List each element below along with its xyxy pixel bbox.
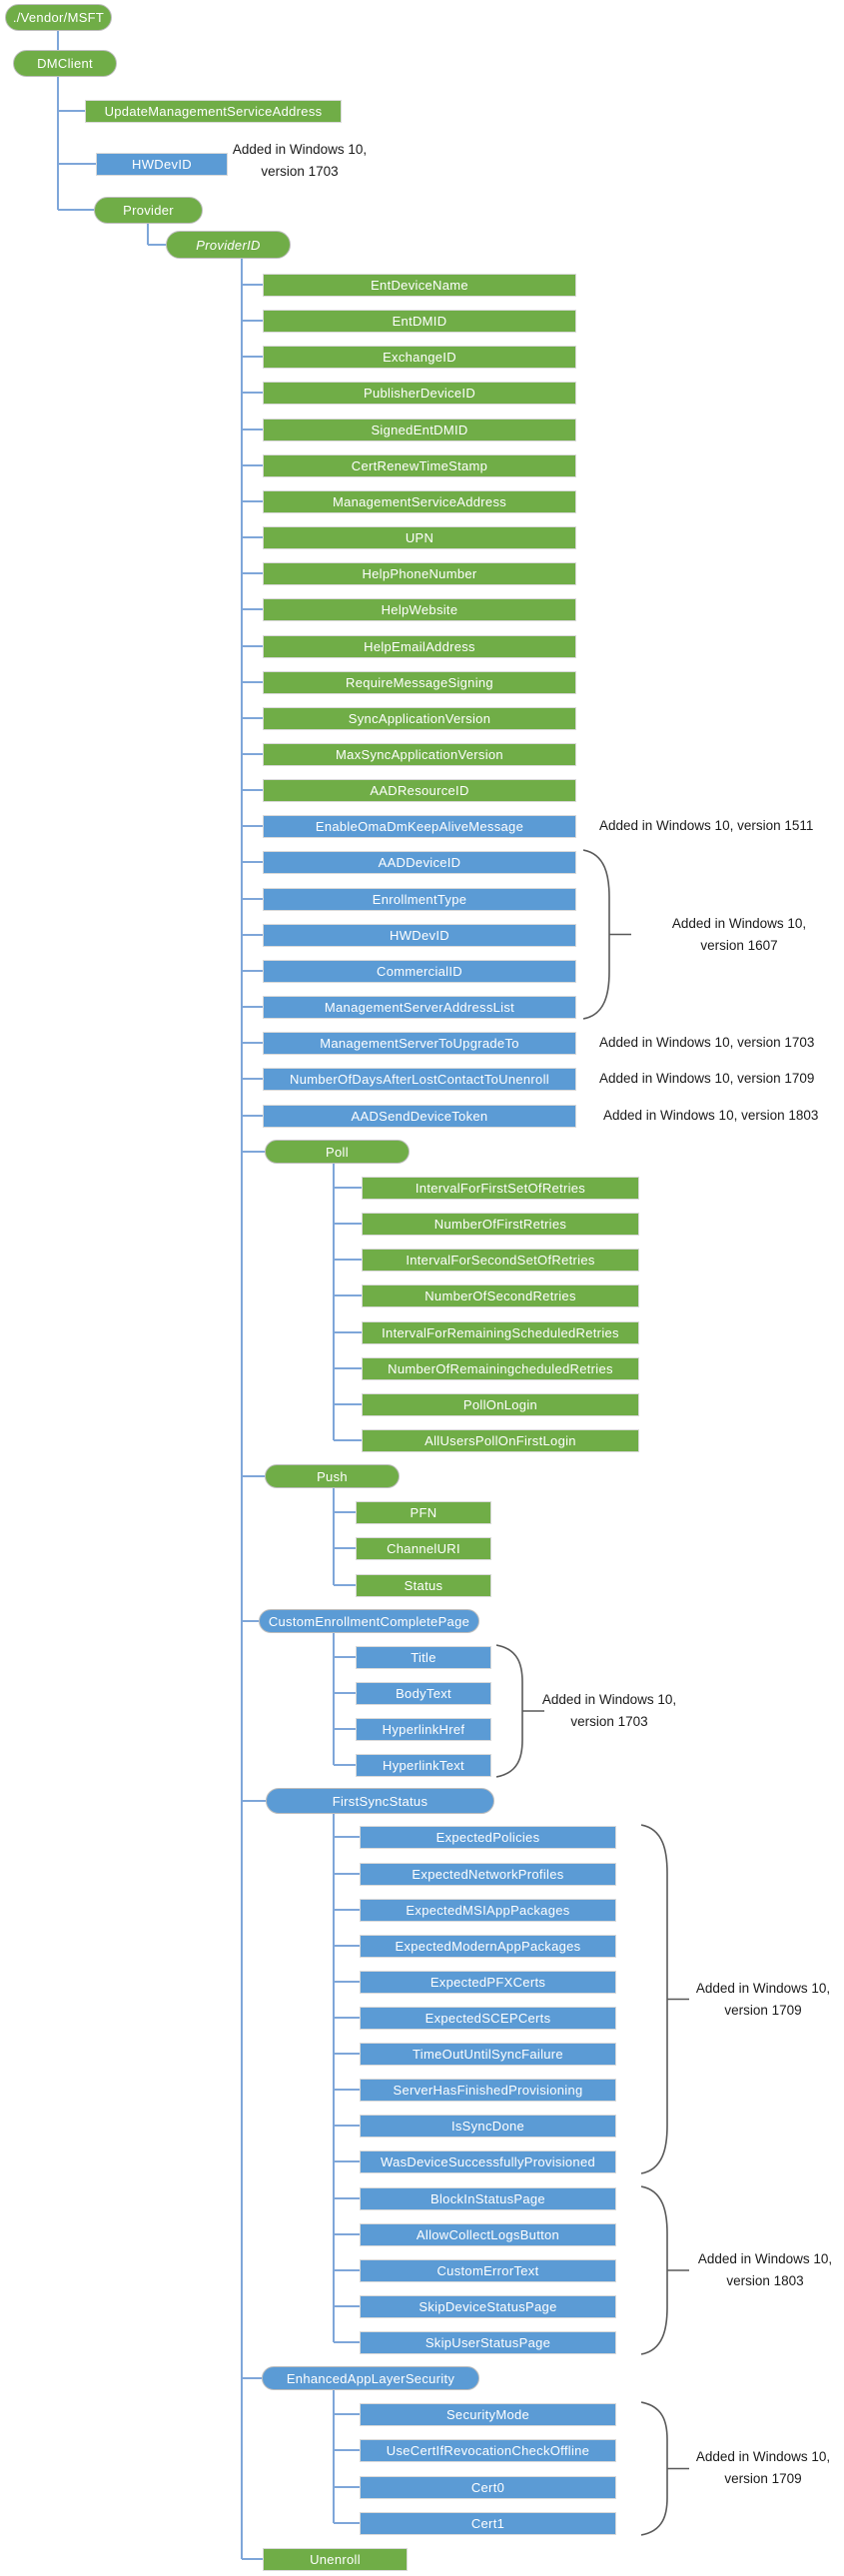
- annotation-line: Added in Windows 10, version 1709: [599, 1071, 815, 1086]
- branch-line: [334, 1873, 362, 1875]
- csp-node-expectedmodernapppackages: ExpectedModernAppPackages: [360, 1935, 616, 1958]
- csp-node-requiremessagesigning: RequireMessageSigning: [263, 671, 576, 694]
- branch-line: [334, 1692, 358, 1694]
- csp-node-numberofremainingcheduledretries: NumberOfRemainingcheduledRetries: [362, 1357, 639, 1380]
- annotation-line: Added in Windows 10, version 1803: [603, 1108, 819, 1123]
- branch-line: [242, 320, 265, 322]
- csp-node-unenroll: Unenroll: [263, 2548, 408, 2571]
- csp-node-expectednetworkprofiles: ExpectedNetworkProfiles: [360, 1863, 616, 1886]
- branch-line: [242, 681, 265, 683]
- branch-line: [334, 1403, 364, 1405]
- branch-line: [334, 2486, 362, 2488]
- branch-line: [334, 1331, 364, 1333]
- branch-line: [334, 1945, 362, 1947]
- annotation-line: version 1703: [261, 164, 339, 179]
- branch-line: [242, 608, 265, 610]
- branch-line: [334, 1656, 358, 1658]
- csp-node-upn: UPN: [263, 526, 576, 549]
- csp-node-enableomadmkeepalivemessage: EnableOmaDmKeepAliveMessage: [263, 815, 576, 838]
- annotation-line: version 1803: [726, 2273, 804, 2288]
- brace-annotation: [672, 913, 806, 957]
- csp-node-numberofsecondretries: NumberOfSecondRetries: [362, 1285, 639, 1307]
- csp-node-intervalforfirstsetofretries: IntervalForFirstSetOfRetries: [362, 1177, 639, 1200]
- annotation-line: version 1607: [700, 938, 778, 953]
- branch-line: [334, 1511, 358, 1513]
- csp-node-certrenewtimestamp: CertRenewTimeStamp: [263, 454, 576, 477]
- csp-node-numberoffirstretries: NumberOfFirstRetries: [362, 1213, 639, 1236]
- csp-node-cert1: Cert1: [360, 2512, 616, 2535]
- group-brace: [641, 1824, 691, 2174]
- csp-node-expectedpolicies: ExpectedPolicies: [360, 1826, 616, 1849]
- branch-line: [334, 1439, 364, 1441]
- branch-line: [242, 789, 265, 791]
- version-annotation: [599, 1068, 814, 1090]
- brace-annotation: [696, 2446, 830, 2490]
- branch-line: [334, 2269, 362, 2271]
- csp-node-customerrortext: CustomErrorText: [360, 2259, 616, 2282]
- annotation-line: version 1709: [724, 2471, 802, 2486]
- branch-line: [242, 1115, 265, 1117]
- csp-node-hwdevid: HWDevID: [263, 924, 576, 947]
- trunk-line: [241, 250, 243, 2559]
- branch-line: [334, 1294, 364, 1296]
- branch-line: [242, 1475, 267, 1477]
- branch-line: [334, 1836, 362, 1838]
- branch-line: [242, 970, 265, 972]
- csp-node-enhancedapplayersecurity: EnhancedAppLayerSecurity: [262, 2366, 479, 2390]
- branch-line: [334, 1367, 364, 1369]
- annotation-line: version 1709: [724, 2003, 802, 2018]
- branch-line: [334, 1547, 358, 1549]
- branch-line: [242, 717, 265, 719]
- branch-line: [242, 500, 265, 502]
- annotation-line: Added in Windows 10,: [695, 2449, 831, 2464]
- csp-node-issyncdone: IsSyncDone: [360, 2115, 616, 2138]
- trunk-line: [333, 1159, 335, 1440]
- csp-node-managementservertoupgradeto: ManagementServerToUpgradeTo: [263, 1032, 576, 1055]
- csp-node-exchangeid: ExchangeID: [263, 346, 576, 369]
- version-annotation: [233, 139, 367, 183]
- csp-node-signedentdmid: SignedEntDMID: [263, 419, 576, 441]
- trunk-line: [333, 1808, 335, 2342]
- csp-node-push: Push: [265, 1464, 400, 1488]
- csp-node-cert0: Cert0: [360, 2476, 616, 2499]
- csp-node-numberofdaysafterlostcontacttounenroll: NumberOfDaysAfterLostContactToUnenroll: [263, 1068, 576, 1091]
- branch-line: [242, 825, 265, 827]
- group-brace: [641, 2401, 691, 2536]
- branch-line: [242, 898, 265, 900]
- csp-node-timeoutuntilsyncfailure: TimeOutUntilSyncFailure: [360, 2043, 616, 2066]
- version-annotation: [599, 815, 813, 837]
- branch-line: [242, 464, 265, 466]
- csp-node-vendor-msft: ./Vendor/MSFT: [5, 4, 112, 31]
- trunk-line: [147, 223, 149, 245]
- csp-node-maxsyncapplicationversion: MaxSyncApplicationVersion: [263, 743, 576, 766]
- branch-line: [334, 2413, 362, 2415]
- branch-line: [242, 1151, 267, 1153]
- branch-line: [242, 572, 265, 574]
- csp-node-expectedmsiapppackages: ExpectedMSIAppPackages: [360, 1899, 616, 1922]
- branch-line: [242, 284, 265, 286]
- annotation-line: Added in Windows 10, version 1511: [599, 818, 814, 833]
- csp-node-managementserveraddresslist: ManagementServerAddressList: [263, 996, 576, 1019]
- branch-line: [242, 2558, 265, 2560]
- csp-node-allowcollectlogsbutton: AllowCollectLogsButton: [360, 2223, 616, 2246]
- csp-node-poll: Poll: [265, 1140, 410, 1164]
- group-brace: [641, 2185, 691, 2355]
- group-brace: [496, 1644, 546, 1778]
- csp-node-updatemanagementserviceaddress: UpdateManagementServiceAddress: [85, 100, 342, 123]
- csp-node-skipuserstatuspage: SkipUserStatusPage: [360, 2331, 616, 2354]
- annotation-line: Added in Windows 10,: [697, 2251, 833, 2266]
- csp-node-expectedscepcerts: ExpectedSCEPCerts: [360, 2007, 616, 2030]
- csp-node-hwdevid: HWDevID: [96, 153, 228, 176]
- branch-line: [334, 2125, 362, 2127]
- branch-line: [242, 356, 265, 358]
- branch-line: [242, 1042, 265, 1044]
- branch-line: [58, 110, 87, 112]
- csp-node-firstsyncstatus: FirstSyncStatus: [266, 1788, 494, 1814]
- annotation-line: Added in Windows 10,: [232, 142, 368, 157]
- branch-line: [58, 209, 96, 211]
- annotation-line: Added in Windows 10,: [541, 1692, 677, 1707]
- csp-node-pollonlogin: PollOnLogin: [362, 1393, 639, 1416]
- annotation-line: Added in Windows 10,: [695, 1981, 831, 1996]
- csp-node-alluserspollonfirstlogin: AllUsersPollOnFirstLogin: [362, 1429, 639, 1452]
- csp-node-managementserviceaddress: ManagementServiceAddress: [263, 490, 576, 513]
- csp-node-publisherdeviceid: PublisherDeviceID: [263, 382, 576, 405]
- csp-node-entdmid: EntDMID: [263, 310, 576, 333]
- branch-line: [334, 2053, 362, 2055]
- branch-line: [242, 392, 265, 394]
- branch-line: [334, 1981, 362, 1983]
- branch-line: [334, 2522, 362, 2524]
- branch-line: [242, 645, 265, 647]
- branch-line: [334, 1187, 364, 1189]
- csp-node-customenrollmentcompletepage: CustomEnrollmentCompletePage: [259, 1609, 479, 1633]
- csp-node-provider: Provider: [94, 197, 203, 224]
- branch-line: [334, 2017, 362, 2019]
- branch-line: [242, 1006, 265, 1008]
- csp-node-channeluri: ChannelURI: [356, 1537, 491, 1560]
- csp-node-securitymode: SecurityMode: [360, 2403, 616, 2426]
- annotation-line: Added in Windows 10,: [671, 916, 807, 931]
- brace-annotation: [698, 2248, 832, 2292]
- csp-node-wasdevicesuccessfullyprovisioned: WasDeviceSuccessfullyProvisioned: [360, 2150, 616, 2173]
- branch-line: [334, 1764, 358, 1766]
- branch-line: [148, 244, 168, 246]
- group-brace: [583, 849, 633, 1020]
- version-annotation: [603, 1105, 818, 1127]
- csp-node-bodytext: BodyText: [356, 1682, 491, 1705]
- csp-node-helpphonenumber: HelpPhoneNumber: [263, 562, 576, 585]
- csp-node-hyperlinktext: HyperlinkText: [356, 1754, 491, 1777]
- branch-line: [242, 861, 265, 863]
- csp-node-helpwebsite: HelpWebsite: [263, 598, 576, 621]
- trunk-line: [333, 1628, 335, 1765]
- branch-line: [242, 536, 265, 538]
- branch-line: [334, 2449, 362, 2451]
- csp-node-skipdevicestatuspage: SkipDeviceStatusPage: [360, 2295, 616, 2318]
- brace-annotation: [696, 1978, 830, 2022]
- branch-line: [334, 1584, 358, 1586]
- branch-line: [334, 2233, 362, 2235]
- branch-line: [334, 2197, 362, 2199]
- branch-line: [58, 163, 98, 165]
- branch-line: [242, 1800, 268, 1802]
- branch-line: [334, 1728, 358, 1730]
- csp-node-expectedpfxcerts: ExpectedPFXCerts: [360, 1971, 616, 1994]
- csp-node-hyperlinkhref: HyperlinkHref: [356, 1718, 491, 1741]
- branch-line: [334, 2089, 362, 2091]
- branch-line: [242, 2377, 264, 2379]
- trunk-line: [333, 2385, 335, 2523]
- csp-node-pfn: PFN: [356, 1501, 491, 1524]
- branch-line: [242, 934, 265, 936]
- csp-node-aaddeviceid: AADDeviceID: [263, 851, 576, 874]
- csp-node-aadresourceid: AADResourceID: [263, 779, 576, 802]
- csp-node-entdevicename: EntDeviceName: [263, 274, 576, 297]
- branch-line: [334, 2305, 362, 2307]
- csp-node-serverhasfinishedprovisioning: ServerHasFinishedProvisioning: [360, 2079, 616, 2102]
- csp-node-syncapplicationversion: SyncApplicationVersion: [263, 707, 576, 730]
- annotation-line: version 1703: [570, 1714, 648, 1729]
- csp-node-providerid: ProviderID: [166, 231, 291, 259]
- branch-line: [242, 1078, 265, 1080]
- branch-line: [334, 1259, 364, 1261]
- csp-node-commercialid: CommercialID: [263, 960, 576, 983]
- csp-node-intervalforremainingscheduledretries: IntervalForRemainingScheduledRetries: [362, 1321, 639, 1344]
- branch-line: [334, 2160, 362, 2162]
- trunk-line: [333, 1483, 335, 1585]
- version-annotation: [599, 1032, 814, 1054]
- brace-annotation: [542, 1689, 676, 1733]
- csp-node-aadsenddevicetoken: AADSendDeviceToken: [263, 1105, 576, 1128]
- csp-node-intervalforsecondsetofretries: IntervalForSecondSetOfRetries: [362, 1249, 639, 1272]
- branch-line: [334, 2341, 362, 2343]
- csp-node-title: Title: [356, 1646, 491, 1669]
- csp-node-dmclient: DMClient: [13, 50, 117, 77]
- csp-node-usecertifrevocationcheckoffline: UseCertIfRevocationCheckOffline: [360, 2439, 616, 2462]
- csp-node-blockinstatuspage: BlockInStatusPage: [360, 2187, 616, 2210]
- annotation-line: Added in Windows 10, version 1703: [599, 1035, 815, 1050]
- csp-node-status: Status: [356, 1574, 491, 1597]
- branch-line: [242, 753, 265, 755]
- branch-line: [242, 429, 265, 430]
- csp-node-helpemailaddress: HelpEmailAddress: [263, 635, 576, 658]
- csp-node-enrollmenttype: EnrollmentType: [263, 888, 576, 911]
- branch-line: [334, 1909, 362, 1911]
- branch-line: [334, 1223, 364, 1225]
